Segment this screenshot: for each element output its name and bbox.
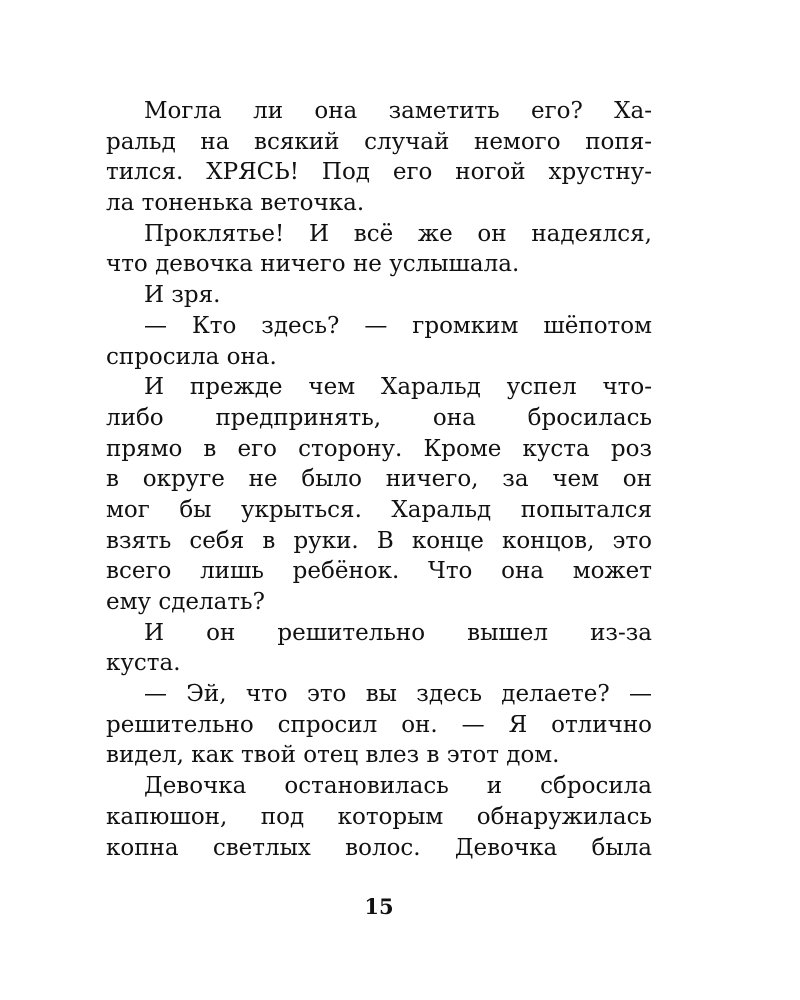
page-text: [106, 96, 652, 863]
text-line: прямо в его сторону. Кроме куста роз: [106, 435, 652, 462]
text-line: либо предпринять, она бросилась: [106, 404, 652, 431]
text-line: ла тоненька веточка.: [106, 190, 365, 217]
paragraph: [106, 618, 652, 679]
text-line: И прежде чем Харальд успел что-: [144, 374, 652, 401]
paragraph: [106, 372, 652, 618]
text-line: видел, как твой отец влез в этот дом.: [106, 742, 560, 769]
text-line: тился. ХРЯСЬ! Под его ногой хрустну-: [106, 159, 652, 186]
text-line: мог бы укрыться. Харальд попытался: [106, 496, 652, 523]
text-line: всего лишь ребёнок. Что она может: [106, 558, 652, 585]
text-line: Девочка остановилась и сбросила: [144, 773, 652, 800]
text-line: в округе не было ничего, за чем он: [106, 466, 652, 493]
paragraph: [106, 219, 652, 280]
text-line: куста.: [106, 650, 181, 677]
text-line: ральд на всякий случай немого попя-: [106, 128, 652, 155]
text-line: спросила она.: [106, 343, 277, 370]
text-line: И зря.: [144, 282, 221, 309]
text-line: взять себя в руки. В конце концов, это: [106, 527, 652, 554]
text-line: Проклятье! И всё же он надеялся,: [144, 220, 652, 247]
paragraph: [106, 96, 652, 219]
paragraph: [106, 679, 652, 771]
text-line: решительно спросил он. — Я отлично: [106, 711, 652, 738]
text-line: ему сделать?: [106, 589, 265, 615]
text-line: — Эй, что это вы здесь делаете? —: [144, 681, 652, 708]
paragraph: [106, 771, 652, 863]
text-line: что девочка ничего не услышала.: [106, 251, 520, 278]
text-line: Могла ли она заметить его? Ха-: [144, 98, 652, 124]
text-line: — Кто здесь? — громким шёпотом: [144, 312, 652, 339]
text-line: И он решительно вышел из-за: [144, 619, 652, 646]
paragraph: [106, 280, 652, 311]
text-line: копна светлых волос. Девочка была: [106, 834, 652, 861]
paragraph: [106, 311, 652, 372]
text-line: капюшон, под которым обнаружилась: [106, 803, 652, 830]
page-number: 15: [364, 894, 394, 919]
